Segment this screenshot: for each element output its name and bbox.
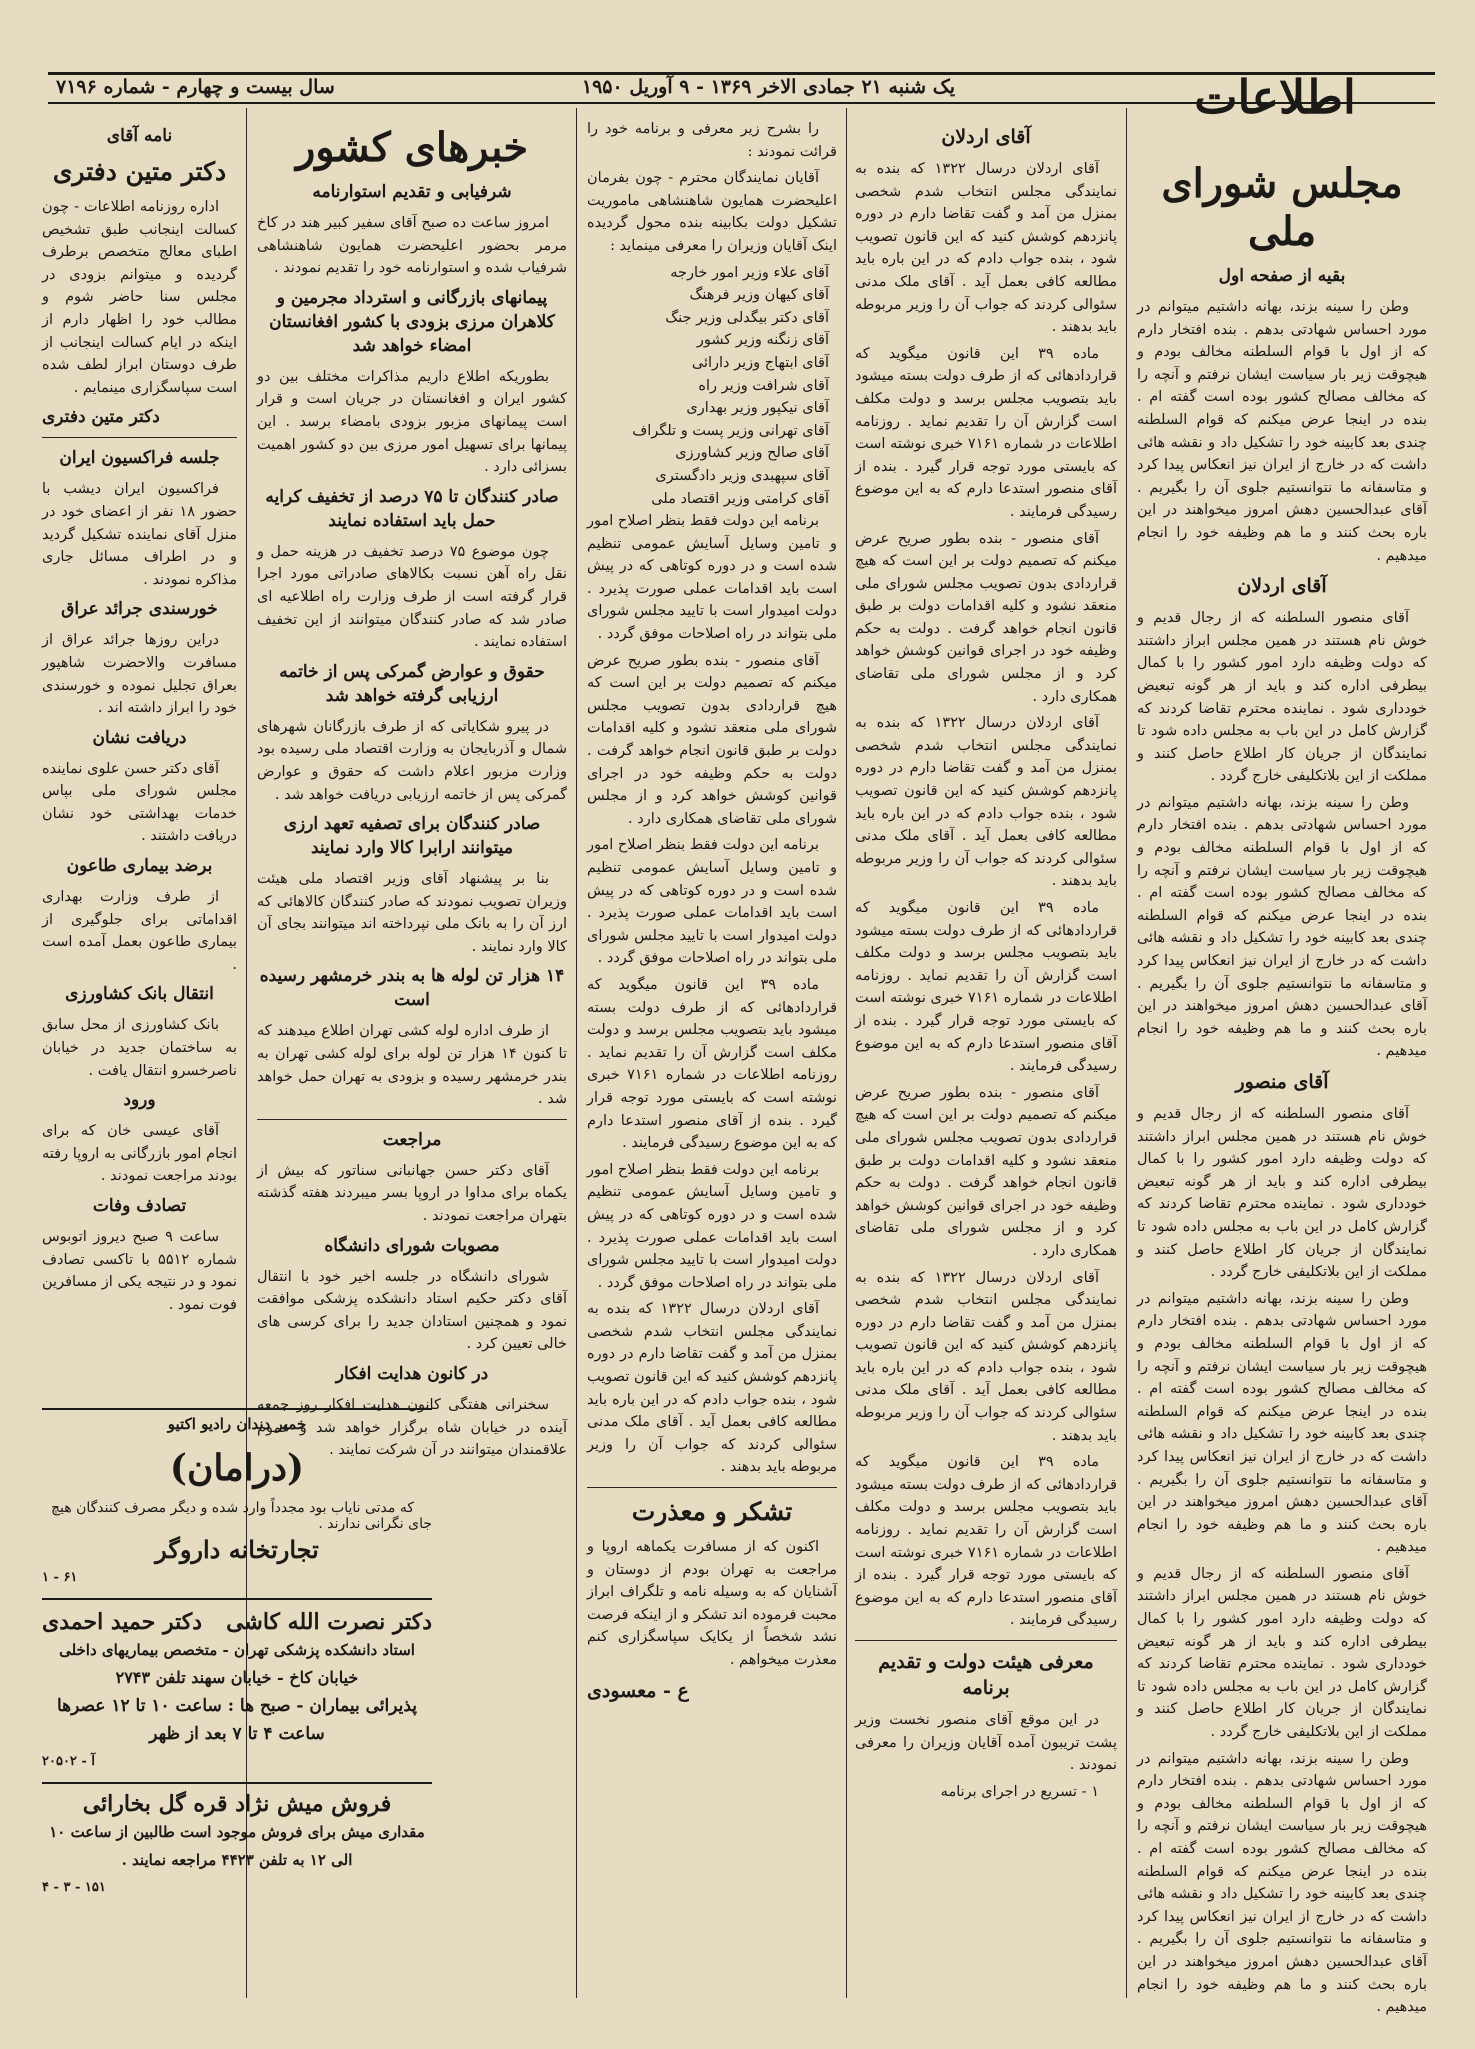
news-h1: شرفیابی و تقدیم استوارنامه — [312, 182, 512, 202]
program-body-r1: آقای اردلان درسال ۱۳۲۲ که بنده به نمایندگی مجلس انتخاب شدم شخصی بمنزل من آمد و گفت تقاضا دارم در دوره پانزدهم کوشش کنید که این قانون تصویب شود ، بنده جواب دادم که در این باره باید مطالعه کافی بعمل آید . آقای ملک مدنی سئوالی کردند که جواب آن را وزیر مربوطه باید بدهند . — [855, 715, 1117, 890]
minister-item: آقای دکتر بیگدلی وزیر جنگ — [665, 309, 829, 326]
radio-top: خمیر دندان رادیو اکتیو — [167, 1415, 307, 1433]
news-h9: در کانون هدایت افکار — [335, 1364, 489, 1384]
left-b5: بانک کشاورزی از محل سابق به ساختمان جدید در خیابان ناصرخسرو انتقال یافت . — [42, 1017, 237, 1079]
date-line: یک شنبه ۲۱ جمادی الاخر ۱۳۶۹ - ۹ آوریل ۱۹۵۰ — [581, 76, 955, 98]
cabinet-body-r4: برنامه این دولت فقط بنظر اصلاح امور و تامین وسایل آسایش عمومی تنظیم شده است و در دوره کوتاهی که در پیش است باید اقدامات عملی صورت پذیرد . دولت امیدوار است با تایید مجلس شورای ملی بتواند در راه اصلاحات موفق گردد . — [587, 1161, 837, 1291]
news-h8: مصوبات شورای دانشگاه — [324, 1235, 500, 1256]
left-b4: از طرف وزارت بهداری اقداماتی برای جلوگیری از بیماری طاعون بعمل آمده است . — [42, 889, 237, 973]
cabinet-intro-head: معرفی هیئت دولت و تقدیم برنامه — [878, 1651, 1094, 1699]
news-b9: سخنرانی هفتگی کانون هدایت افکار روز جمعه آینده در خیابان شاه برگزار خواهد شد و عموم علاقمندان میتوانند در آن شرکت نمایند . — [257, 1397, 567, 1459]
left-b7: ساعت ۹ صبح دیروز اتوبوس شماره ۵۵۱۲ با تاکسی تصادف نمود و در نتیجه یکی از مسافرین فوت نمود . — [42, 1229, 237, 1313]
masthead: اطلاعات — [1194, 70, 1356, 124]
news-headline: خبرهای کشور — [295, 124, 529, 171]
left-h2: خورسندی جرائد عراق — [61, 599, 218, 620]
sale-code: ۱۵۱ - ۳ - ۴ — [42, 1880, 106, 1895]
issue-line: سال بیست و چهارم - شماره ۷۱۹۶ — [56, 76, 335, 98]
minister-item: آقای شرافت وزیر راه — [698, 377, 829, 394]
news-h7: مراجعت — [382, 1129, 442, 1150]
program-body-r3: آقای منصور - بنده بطور صریح عرض میکنم که تصمیم دولت بر این است که هیچ قراردادی بدون تصویب مجلس شورای ملی منعقد نشود و کلیه اقدامات دولت بر طبق قانون انجام خواهد گرفت . دولت به حکم وظیفه خود در اجرای قوانین کوشش خواهد کرد و از مجلس شورای ملی تقاضای همکاری دارد . — [855, 1084, 1117, 1259]
minister-item: آقای زنگنه وزیر کشور — [696, 332, 829, 349]
column-rule — [576, 108, 577, 1998]
news-h2: پیمانهای بازرگانی و استرداد مجرمین و کلاهران مرزی بزودی با کشور افغانستان امضاء خواهد شد — [269, 287, 555, 356]
radio-head: (درامان) — [169, 1447, 305, 1489]
doctor-hours: پذیرائی بیماران - صبح ها : ساعت ۱۰ تا ۱۲ عصرها ساعت ۴ تا ۷ بعد از ظهر — [56, 1696, 417, 1744]
majlis-subhead: آقای اردلان — [1237, 575, 1327, 598]
sale-ad — [42, 1782, 432, 1902]
cabinet-body-r5: آقای اردلان درسال ۱۳۲۲ که بنده به نمایندگی مجلس انتخاب شدم شخصی بمنزل من آمد و گفت تقاضا دارم در دوره پانزدهم کوشش کنید که این قانون تصویب شود ، بنده جواب دادم که در این باره باید مطالعه کافی بعمل آید . آقای ملک مدنی سئوالی کردند که جواب آن را وزیر مربوطه باید بدهند . — [587, 1301, 837, 1476]
news-b1: امروز ساعت ده صبح آقای سفیر کبیر هند در کاخ مرمر بحضور اعلیحضرت همایون شاهنشاهی شرفیاب شده و استوارنامه خود را تقدیم نمودند . — [257, 215, 567, 277]
column-rule — [1126, 108, 1127, 1998]
program-subhead: آقای اردلان — [941, 126, 1031, 148]
program-body-r5: ماده ۳۹ این قانون میگوید که قراردادهائی که از طرف دولت بسته میشود باید بتصویب مجلس برسد و دولت مکلف است گزارش آن را تقدیم نماید . روزنامه اطلاعات در شماره ۷۱۶۱ خبری نوشته است که بایستی مورد توجه قرار گیرد . بنده از آقای منصور استدعا دارم که به این موضوع رسیدگی فرمایند . — [855, 1454, 1117, 1629]
radio-code: ۶۱ - ۱ — [42, 1570, 78, 1585]
doctor-addr: خیابان کاخ - خیابان سهند تلفن ۲۷۴۳ — [115, 1668, 359, 1687]
minister-item: آقای تهرانی وزیر پست و تلگراف — [632, 422, 829, 439]
column-rule — [846, 108, 847, 1998]
minister-item: آقای علاء وزیر امور خارجه — [670, 264, 829, 281]
left-b6: آقای عیسی خان که برای انجام امور بازرگانی به اروپا رفته بودند مراجعت نمودند . — [42, 1123, 237, 1185]
news-h5: صادر کنندگان برای تصفیه تعهد ارزی میتوانند ارابرا کالا وارد نمایند — [283, 814, 541, 859]
divider — [587, 1487, 837, 1488]
majlis-body-repeat-2: آقای منصور السلطنه که از رجال قدیم و خوش نام هستند در همین مجلس ابراز داشتند که دولت وظیفه دارد امور کشور را با کمال بیطرفی اداره کند و باید از هر گونه تبعیض خودداری شود . نماینده محترم تقاضا کردند که گزارش کامل در این باب به مجلس داده شود تا نمایندگان از جریان کار اطلاع حاصل کنند و مملکت از این بلاتکلیفی خارج گردد . — [1137, 1106, 1427, 1281]
thanks-signature: ع - معسودی — [587, 1679, 689, 1702]
sale-head: فروش میش نژاد قره گل بخارائی — [82, 1791, 392, 1817]
letter-sig: دکتر متین دفتری — [42, 407, 160, 428]
program-footer: ۱ - تسریع در اجرای برنامه — [940, 1783, 1099, 1800]
letter-body: اداره روزنامه اطلاعات - چون کسالت اینجانب طبق تشخیص اطبای معالج متخصص برطرف گردیده و میتوانم بزودی در مجلس سنا حاضر شوم و مطالب خود را اظهار دارم از اینکه در ایام کسالت اینجانب از طرف دوستان ابراز لطف شده است سپاسگزاری مینمایم . — [42, 199, 237, 396]
letter-top: نامه آقای — [106, 126, 173, 146]
majlis-body-repeat: وطن را سینه بزند، بهانه داشتیم میتوانم در مورد احساس شهادتی بدهم . بنده افتخار دارم که از اول با قوام السلطنه مخالف بودم و هیچوقت زیر بار سیاست ایشان نرفتم و آنچه را که مخالف مصالح کشور بوده است گفته ام . بنده در اینجا عرض میکنم که قوام السلطنه چندی بعد کابینه خود را تشکیل داد و نقشه هائی داشت که در خارج از ایران نیز انعکاس پیدا کرد و متاسفانه ما نتوانستیم جلوی آن را بگیریم . آقای عبدالحسین دهش امروز میخواهند در این باره بحث کنند و ما هم وظیفه خود را انجام میدهیم . — [1137, 794, 1427, 1060]
news-b2: بطوریکه اطلاع داریم مذاکرات مختلف بین دو کشور ایران و افغانستان در جریان است و قرار است پیمانهای مزبور بزودی بامضاء برسد . این پیمانها برای تسهیل امور مرزی بین دو کشور اهمیت بسزائی دارد . — [257, 368, 567, 476]
letter-head: دکتر متین دفتری — [52, 157, 227, 186]
left-b2: دراین روزها جرائد عراق از مسافرت والاحضرت شاهپور بعراق تجلیل نموده و خورسندی خود را ابراز داشته اند . — [42, 632, 237, 717]
doctor-names — [42, 1608, 432, 1636]
program-body-r2: ماده ۳۹ این قانون میگوید که قراردادهائی که از طرف دولت بسته میشود باید بتصویب مجلس برسد و دولت مکلف است گزارش آن را تقدیم نماید . روزنامه اطلاعات در شماره ۷۱۶۱ خبری نوشته است که بایستی مورد توجه قرار گیرد . بنده از آقای منصور استدعا دارم که به این موضوع رسیدگی فرمایند . — [855, 900, 1117, 1075]
majlis-body: وطن را سینه بزند، بهانه داشتیم میتوانم در مورد احساس شهادتی بدهم . بنده افتخار دارم که از اول با قوام السلطنه مخالف بودم و هیچوقت زیر بار سیاست ایشان نرفتم و آنچه را که مخالف مصالح کشور بوده است گفته ام . بنده در اینجا عرض میکنم که قوام السلطنه چندی بعد کابینه خود را تشکیل داد و نقشه هائی داشت که در خارج از ایران نیز انعکاس پیدا کرد و متاسفانه ما نتوانستیم جلوی آن را بگیریم . آقای عبدالحسین دهش امروز میخواهند در این باره بحث کنند و ما هم وظیفه خود را انجام میدهیم . — [1137, 299, 1427, 564]
news-b5: بنا بر پیشنهاد آقای وزیر اقتصاد ملی هیئت وزیران تصویب نمودند که صادر کنندگان کالاهائی که ارز آن را به بانک ملی نپرداخته اند میتوانند بجای آن کالا وارد نمایند . — [257, 871, 567, 955]
radio-sub: تجارتخانه داروگر — [155, 1535, 319, 1564]
sale-body: مقداری میش برای فروش موجود است طالبین از ساعت ۱۰ الی ۱۲ به تلفن ۴۴۲۳ مراجعه نمایند . — [49, 1823, 425, 1869]
column-majlis — [1137, 118, 1427, 2016]
doctor-body: استاد دانشکده پزشکی تهران - متخصص بیماریهای داخلی — [59, 1641, 415, 1659]
cabinet-body-2: برنامه این دولت فقط بنظر اصلاح امور و تامین وسایل آسایش عمومی تنظیم شده است و در دوره کوتاهی که در پیش است باید اقدامات عملی صورت پذیرد . دولت امیدوار است با تایید مجلس شورای ملی بتواند در راه اصلاحات موفق گردد . — [587, 513, 837, 643]
majlis-body-repeat-5: وطن را سینه بزند، بهانه داشتیم میتوانم در مورد احساس شهادتی بدهم . بنده افتخار دارم که از اول با قوام السلطنه مخالف بودم و هیچوقت زیر بار سیاست ایشان نرفتم و آنچه را که مخالف مصالح کشور بوده است گفته ام . بنده در اینجا عرض میکنم که قوام السلطنه چندی بعد کابینه خود را تشکیل داد و نقشه هائی داشت که در خارج از ایران نیز انعکاس پیدا کرد و متاسفانه ما نتوانستیم جلوی آن را بگیریم . آقای عبدالحسین دهش امروز میخواهند در این باره بحث کنند و ما هم وظیفه خود را انجام میدهیم . — [1137, 1750, 1427, 2016]
doctor-1: دکتر نصرت الله کاشی — [226, 1609, 432, 1635]
program-body-r4: آقای اردلان درسال ۱۳۲۲ که بنده به نمایندگی مجلس انتخاب شدم شخصی بمنزل من آمد و گفت تقاضا دارم در دوره پانزدهم کوشش کنید که این قانون تصویب شود ، بنده جواب دادم که در این باره باید مطالعه کافی بعمل آید . آقای ملک مدنی سئوالی کردند که جواب آن را وزیر مربوطه باید بدهند . — [855, 1269, 1117, 1444]
news-b6: از طرف اداره لوله کشی تهران اطلاع میدهند که تا کنون ۱۴ هزار تن لوله برای لوله کشی تهران به بندر خرمشهر رسیده و بزودی به تهران حمل خواهد شد . — [257, 1023, 567, 1108]
left-b3: آقای دکتر حسن علوی نماینده مجلس شورای ملی بپاس خدمات بهداشتی خود نشان دریافت داشتند . — [42, 760, 237, 845]
cabinet-body-r3: ماده ۳۹ این قانون میگوید که قراردادهائی که از طرف دولت بسته میشود باید بتصویب مجلس برسد و دولت مکلف است گزارش آن را تقدیم نماید . روزنامه اطلاعات در شماره ۷۱۶۱ خبری نوشته است که بایستی مورد توجه قرار گیرد . بنده از آقای منصور استدعا دارم که به این موضوع رسیدگی فرمایند . — [587, 976, 837, 1152]
column-cabinet — [587, 118, 837, 1998]
radio-body: که مدتی نایاب بود مجدداً وارد شده و دیگر مصرف کنندگان هیچ جای نگرانی ندارند . — [50, 1500, 432, 1532]
thanks-headline: تشکر و معذرت — [631, 1497, 793, 1527]
news-h6: ۱۴ هزار تن لوله ها به بندر خرمشهر رسیده است — [259, 966, 565, 1011]
column-program — [855, 118, 1117, 1998]
left-h7: تصادف وفات — [92, 1196, 187, 1216]
left-h3: دریافت نشان — [92, 727, 187, 748]
news-b8: شورای دانشگاه در جلسه اخیر خود با انتقال آقای دکتر حکیم استاد دانشکده پزشکی موافقت نمود و همچنین استادان جدید را برای کرسی های خالی تعیین کرد . — [257, 1268, 567, 1353]
left-b1: فراکسیون ایران دیشب با حضور ۱۸ نفر از اعضای خود در منزل آقای نماینده تشکیل گردید و در اطراف مسائل جاری مذاکره نمودند . — [42, 481, 238, 588]
cabinet-intro: را بشرح زیر معرفی و برنامه خود را قرائت نمودند : — [587, 121, 837, 160]
doctor-ad — [42, 1598, 432, 1776]
minister-item: آقای سپهبدی وزیر دادگستری — [655, 467, 829, 484]
cabinet-body-r1: آقای منصور - بنده بطور صریح عرض میکنم که تصمیم دولت بر این است که هیچ قراردادی بدون تصویب مجلس شورای ملی منعقد نشود و کلیه اقدامات دولت بر طبق قانون انجام خواهد گرفت . دولت به حکم وظیفه خود در اجرای قوانین کوشش خواهد کرد و از مجلس شورای ملی تقاضای همکاری دارد . — [587, 652, 837, 827]
news-b4: در پیرو شکایاتی که از طرف بازرگانان شهرهای شمال و آذربایجان به وزارت اقتصاد ملی رسیده بود وزارت مزبور اعلام داشت که حقوق و عوارض گمرکی پس از خاتمه ارزیابی دریافت خواهد شد . — [257, 718, 567, 803]
doctor-2: دکتر حمید احمدی — [42, 1609, 203, 1635]
divider — [42, 437, 237, 438]
majlis-headline: مجلس شورای ملی — [1161, 160, 1403, 255]
minister-item: آقای نیکپور وزیر بهداری — [686, 400, 829, 417]
news-h3: صادر کنندگان تا ۷۵ درصد از تخفیف کرایه حمل باید استفاده نمایند — [265, 486, 559, 531]
divider — [855, 1640, 1117, 1641]
majlis-subhead-2: آقای منصور — [1235, 1071, 1329, 1093]
program-body-2: ماده ۳۹ این قانون میگوید که قراردادهائی که از طرف دولت بسته میشود باید بتصویب مجلس برسد و دولت مکلف است گزارش آن را تقدیم نماید . روزنامه اطلاعات در شماره ۷۱۶۱ خبری نوشته است که بایستی مورد توجه قرار گیرد . بنده از آقای منصور استدعا دارم که به این موضوع رسیدگی فرمایند . — [855, 345, 1117, 520]
news-b7: آقای دکتر حسن جهانبانی سناتور که بیش از یکماه برای مداوا در اروپا بسر میبردند هفته گذشته بتهران مراجعت نمودند . — [257, 1162, 567, 1225]
left-h5: انتقال بانک کشاورزی — [65, 984, 214, 1005]
news-b3: چون موضوع ۷۵ درصد تخفیف در هزینه حمل و نقل راه آهن نسبت بکالاهای صادراتی مورد اجرا قرار گرفته است از طرف وزارت راه اطلاعیه ای صادر شد که صادر کنندگان میتوانند از این تخفیف استفاده نمایند . — [257, 543, 567, 651]
cabinet-body-r2: برنامه این دولت فقط بنظر اصلاح امور و تامین وسایل آسایش عمومی تنظیم شده است و در دوره کوتاهی که در پیش است باید اقدامات عملی صورت پذیرد . دولت امیدوار است با تایید مجلس شورای ملی بتواند در راه اصلاحات موفق گردد . — [587, 837, 837, 967]
divider — [257, 1119, 567, 1120]
cabinet-body: آقایان نمایندگان محترم - چون بفرمان اعلیحضرت همایون شاهنشاهی ماموریت تشکیل دولت بکابینه بنده محول گردیده اینک آقایان وزیران را معرفی مینماید : — [587, 170, 837, 254]
minister-item: آقای کرامتی وزیر اقتصاد ملی — [651, 490, 829, 507]
cabinet-intro-body: در این موقع آقای منصور نخست وزیر پشت تریبون آمده آقایان وزیران را معرفی نمودند . — [855, 1712, 1117, 1774]
majlis-body-repeat-3: وطن را سینه بزند، بهانه داشتیم میتوانم در مورد احساس شهادتی بدهم . بنده افتخار دارم که از اول با قوام السلطنه مخالف بودم و هیچوقت زیر بار سیاست ایشان نرفتم و آنچه را که مخالف مصالح کشور بوده است گفته ام . بنده در اینجا عرض میکنم که قوام السلطنه چندی بعد کابینه خود را تشکیل داد و نقشه هائی داشت که در خارج از ایران نیز انعکاس پیدا کرد و متاسفانه ما نتوانستیم جلوی آن را بگیریم . آقای عبدالحسین دهش امروز میخواهند در این باره بحث کنند و ما هم وظیفه خود را انجام میدهیم . — [1137, 1290, 1427, 1556]
minister-item: آقای صالح وزیر کشاورزی — [675, 445, 829, 462]
ads-block — [42, 1408, 432, 1970]
majlis-body-repeat-4: آقای منصور السلطنه که از رجال قدیم و خوش نام هستند در همین مجلس ابراز داشتند که دولت وظیفه دارد امور کشور را با کمال بیطرفی اداره کند و باید از هر گونه تبعیض خودداری شود . نماینده محترم تقاضا کردند که گزارش کامل در این باب به مجلس داده شود تا نمایندگان از جریان کار اطلاع حاصل کنند و مملکت از این بلاتکلیفی خارج گردد . — [1137, 1565, 1427, 1741]
left-h4: برضد بیماری طاعون — [66, 856, 213, 877]
doctor-code: آ - ۲۰۵۰۲ — [42, 1754, 95, 1769]
majlis-continued: بقیه از صفحه اول — [1218, 266, 1346, 286]
minister-item: آقای ابتهاج وزیر دارائی — [691, 354, 829, 371]
program-body: آقای اردلان درسال ۱۳۲۲ که بنده به نمایندگی مجلس انتخاب شدم شخصی بمنزل من آمد و گفت تقاضا دارم در دوره پانزدهم کوشش کنید که این قانون تصویب شود ، بنده جواب دادم که در این باره باید مطالعه کافی بعمل آید . آقای ملک مدنی سئوالی کردند که جواب آن را وزیر مربوطه باید بدهند . — [855, 161, 1117, 336]
majlis-body-2: آقای منصور السلطنه که از رجال قدیم و خوش نام هستند در همین مجلس ابراز داشتند که دولت وظیفه دارد امور کشور را با کمال بیطرفی اداره کند و باید از هر گونه تبعیض خودداری شود . نماینده محترم تقاضا کردند که گزارش کامل در این باب به مجلس داده شود تا نمایندگان از جریان کار اطلاع حاصل کنند و مملکت از این بلاتکلیفی خارج گردد . — [1137, 610, 1427, 785]
left-h1: جلسه فراکسیون ایران — [59, 448, 220, 469]
left-h6: ورود — [123, 1090, 156, 1111]
minister-list — [587, 262, 837, 511]
minister-item: آقای کیهان وزیر فرهنگ — [689, 287, 829, 304]
program-body-3: آقای منصور - بنده بطور صریح عرض میکنم که تصمیم دولت بر این است که هیچ قراردادی بدون تصویب مجلس شورای ملی منعقد نشود و کلیه اقدامات دولت بر طبق قانون انجام خواهد گرفت . دولت به حکم وظیفه خود در اجرای قوانین کوشش خواهد کرد و از مجلس شورای ملی تقاضای همکاری دارد . — [855, 530, 1117, 705]
thanks-body: اکنون که از مسافرت یکماهه اروپا و مراجعت به تهران بودم از دوستان و آشنایان که به وسیله نامه و تلگراف ابراز محبت فرموده اند تشکر و از اینکه فرصت نشد شخصاً از یکایک سپاسگزاری کنم معذرت میخواهم . — [587, 1539, 837, 1668]
news-h4: حقوق و عوارض گمرکی پس از خاتمه ارزیابی گرفته خواهد شد — [279, 661, 545, 706]
